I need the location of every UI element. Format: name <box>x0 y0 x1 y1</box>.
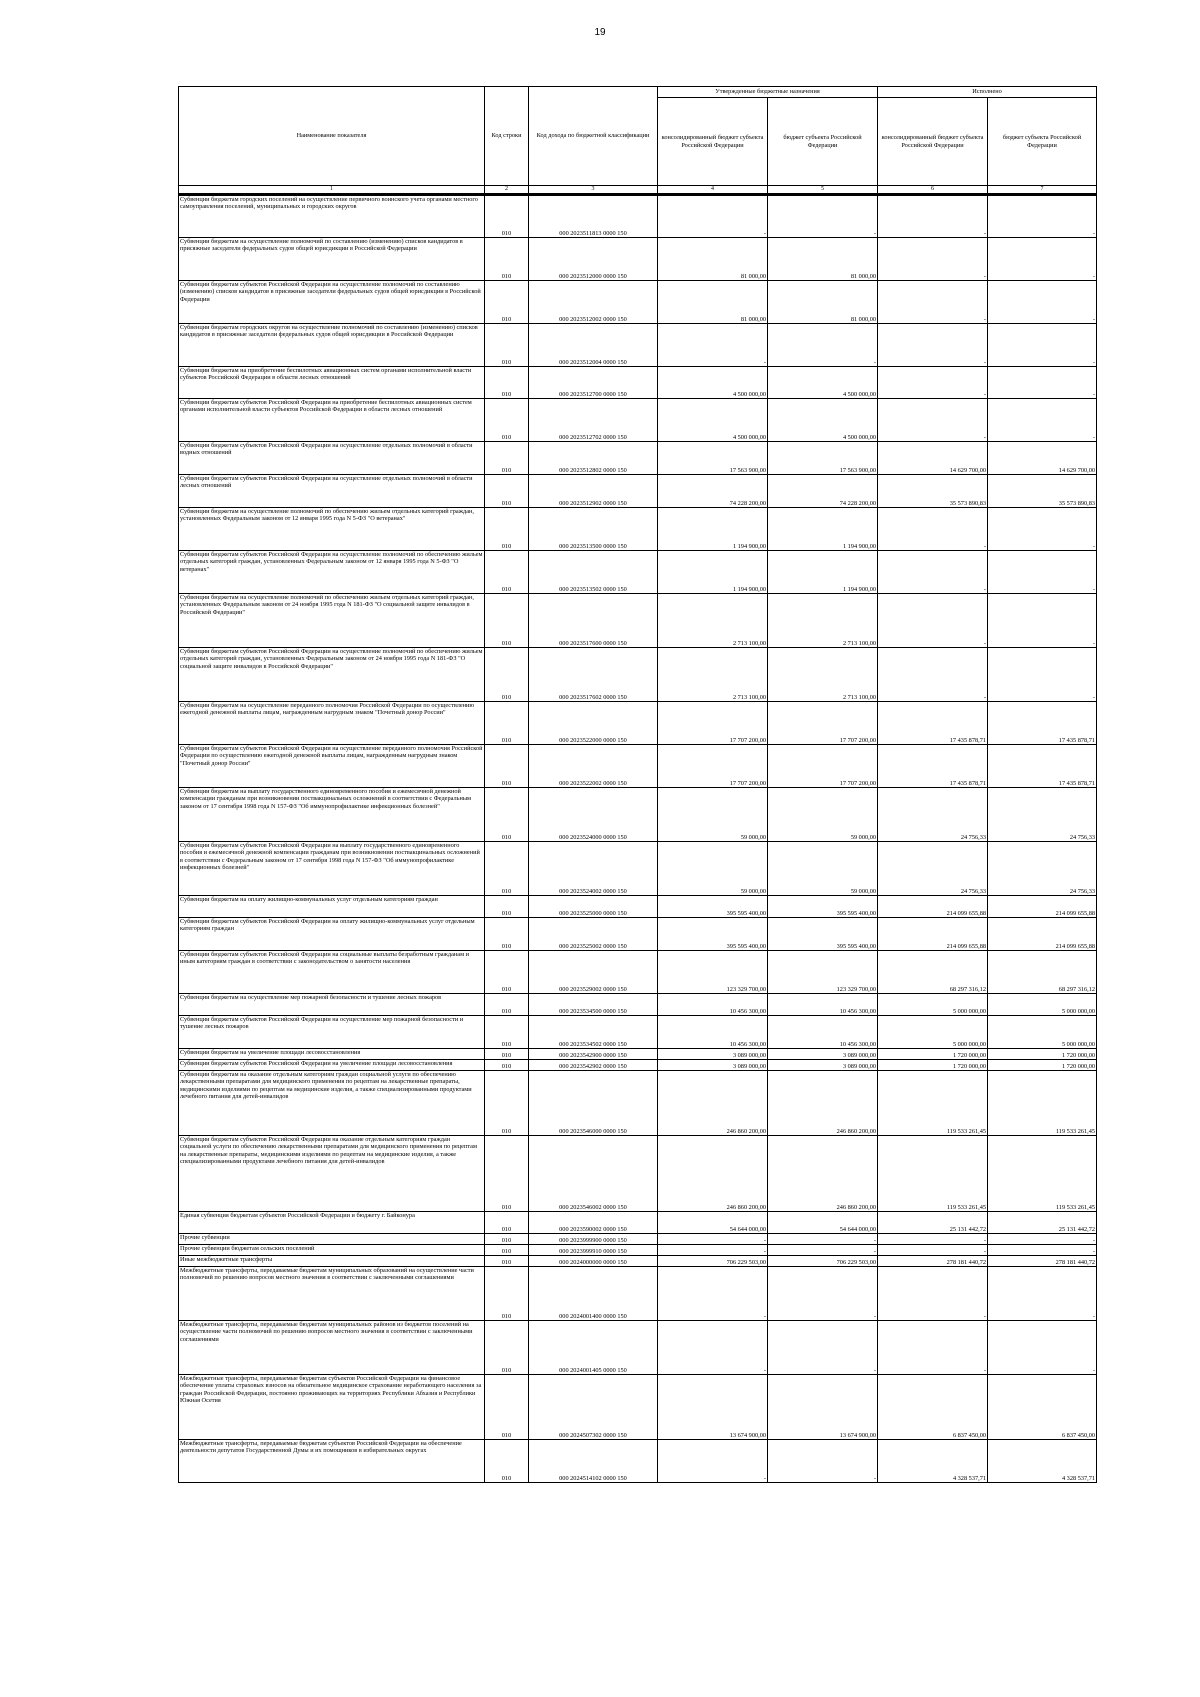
executed-consolidated: 5 000 000,00 <box>878 1016 988 1049</box>
row-name: Субвенции бюджетам на выплату государственного единовременного пособия и ежемесячной денежной компенсации гражданам при возникновении поствакцинальных осложнений в соответствии с Федеральным законом от 17 сентября 1998 года N 157-ФЗ "Об иммунопрофилактике инфекционных болезней" <box>179 788 485 842</box>
executed-subject: 17 435 878,71 <box>988 702 1097 745</box>
executed-subject: 6 837 450,00 <box>988 1375 1097 1440</box>
column-number: 7 <box>988 186 1097 195</box>
row-kbk: 000 2023512000 0000 150 <box>529 238 658 281</box>
approved-consolidated: 1 194 900,00 <box>658 551 768 594</box>
approved-consolidated: 706 229 503,00 <box>658 1256 768 1267</box>
approved-consolidated: 81 000,00 <box>658 281 768 324</box>
row-kbk: 000 2023524000 0000 150 <box>529 788 658 842</box>
row-kbk: 000 2023512702 0000 150 <box>529 399 658 442</box>
row-name: Субвенции бюджетам на приобретение беспилотных авиационных систем органами исполнительной власти субъектов Российской Федерации в области лесных отношений <box>179 367 485 399</box>
approved-subject: 1 194 900,00 <box>768 508 878 551</box>
table-row <box>179 1321 1097 1375</box>
row-code: 010 <box>485 399 529 442</box>
executed-subject: - <box>988 1245 1097 1256</box>
row-name: Прочие субвенции <box>179 1234 485 1245</box>
executed-consolidated: - <box>878 508 988 551</box>
approved-consolidated: 81 000,00 <box>658 238 768 281</box>
header-approved-subject: бюджет субъекта Российской Федерации <box>768 98 878 186</box>
row-code: 010 <box>485 745 529 788</box>
row-kbk: 000 2024001405 0000 150 <box>529 1321 658 1375</box>
executed-subject: 68 297 316,12 <box>988 951 1097 994</box>
approved-consolidated: 2 713 100,00 <box>658 594 768 648</box>
row-code: 010 <box>485 324 529 367</box>
row-kbk: 000 2023522002 0000 150 <box>529 745 658 788</box>
approved-consolidated: 4 500 000,00 <box>658 399 768 442</box>
row-code: 010 <box>485 1321 529 1375</box>
row-kbk: 000 2023522000 0000 150 <box>529 702 658 745</box>
approved-consolidated: 3 089 000,00 <box>658 1060 768 1071</box>
executed-subject: 25 131 442,72 <box>988 1212 1097 1234</box>
approved-subject: - <box>768 1234 878 1245</box>
table-row <box>179 195 1097 238</box>
row-name: Субвенции бюджетам на оказание отдельным категориям граждан социальной услуги по обеспечению лекарственными препаратами для медицинского применения по рецептам на лекарственные препараты, медицинскими изделиями по рецептам на медицинские изделия, а также специализированными продуктами лечебного питания для детей-инвалидов <box>179 1071 485 1136</box>
approved-consolidated: - <box>658 324 768 367</box>
approved-subject: 4 500 000,00 <box>768 367 878 399</box>
row-name: Межбюджетные трансферты, передаваемые бюджетам субъектов Российской Федерации на обеспечение деятельности депутатов Государственной Думы и их помощников в избирательных округах <box>179 1440 485 1483</box>
row-kbk: 000 2024514102 0000 150 <box>529 1440 658 1483</box>
row-kbk: 000 2023546002 0000 150 <box>529 1136 658 1212</box>
row-code: 010 <box>485 367 529 399</box>
approved-consolidated: - <box>658 1234 768 1245</box>
approved-consolidated: 10 456 300,00 <box>658 1016 768 1049</box>
header-name: Наименование показателя <box>179 87 485 186</box>
table-row <box>179 1049 1097 1060</box>
approved-subject: 81 000,00 <box>768 238 878 281</box>
executed-consolidated: 1 720 000,00 <box>878 1060 988 1071</box>
table-body <box>179 195 1097 1483</box>
approved-consolidated: 74 228 200,00 <box>658 475 768 508</box>
row-kbk: 000 2024507302 0000 150 <box>529 1375 658 1440</box>
executed-subject: 1 720 000,00 <box>988 1049 1097 1060</box>
approved-consolidated: 17 707 200,00 <box>658 702 768 745</box>
executed-consolidated: - <box>878 1267 988 1321</box>
row-code: 010 <box>485 1375 529 1440</box>
executed-consolidated: 119 533 261,45 <box>878 1136 988 1212</box>
header-group-approved: Утвержденные бюджетные назначения <box>658 87 878 98</box>
row-name: Субвенции бюджетам на осуществление переданного полномочия Российской Федерации по осуществлению ежегодной денежной выплаты лицам, награжденным нагрудным знаком "Почетный донор России" <box>179 702 485 745</box>
approved-consolidated: 4 500 000,00 <box>658 367 768 399</box>
row-name: Межбюджетные трансферты, передаваемые бюджетам муниципальных образований на осуществление части полномочий по решению вопросов местного значения в соответствии с заключенными соглашениями <box>179 1267 485 1321</box>
row-kbk: 000 2023513500 0000 150 <box>529 508 658 551</box>
row-kbk: 000 2023525000 0000 150 <box>529 896 658 918</box>
approved-subject: - <box>768 1267 878 1321</box>
table-row <box>179 918 1097 951</box>
approved-consolidated: 3 089 000,00 <box>658 1049 768 1060</box>
executed-subject: 214 099 655,88 <box>988 896 1097 918</box>
approved-consolidated: 10 456 300,00 <box>658 994 768 1016</box>
executed-consolidated: - <box>878 367 988 399</box>
row-kbk: 000 2023999900 0000 150 <box>529 1234 658 1245</box>
row-code: 010 <box>485 1136 529 1212</box>
executed-subject: 17 435 878,71 <box>988 745 1097 788</box>
row-code: 010 <box>485 1267 529 1321</box>
approved-consolidated: 395 595 400,00 <box>658 896 768 918</box>
column-number: 4 <box>658 186 768 195</box>
row-name: Субвенции бюджетам субъектов Российской Федерации на осуществление мер пожарной безопасности и тушение лесных пожаров <box>179 1016 485 1049</box>
row-name: Субвенции бюджетам субъектов Российской Федерации на осуществление отдельных полномочий в области водных отношений <box>179 442 485 475</box>
approved-consolidated: - <box>658 1245 768 1256</box>
executed-subject: 278 181 440,72 <box>988 1256 1097 1267</box>
approved-subject: 17 707 200,00 <box>768 702 878 745</box>
executed-consolidated: - <box>878 551 988 594</box>
column-number: 3 <box>529 186 658 195</box>
executed-consolidated: - <box>878 195 988 238</box>
approved-subject: 246 860 200,00 <box>768 1071 878 1136</box>
executed-subject: - <box>988 399 1097 442</box>
approved-subject: 123 329 700,00 <box>768 951 878 994</box>
executed-subject: 35 573 890,83 <box>988 475 1097 508</box>
table-row <box>179 1071 1097 1136</box>
row-kbk: 000 2023542900 0000 150 <box>529 1049 658 1060</box>
row-code: 010 <box>485 238 529 281</box>
approved-subject: - <box>768 195 878 238</box>
executed-consolidated: 14 629 700,00 <box>878 442 988 475</box>
approved-subject: 10 456 300,00 <box>768 994 878 1016</box>
executed-consolidated: - <box>878 1245 988 1256</box>
executed-consolidated: 278 181 440,72 <box>878 1256 988 1267</box>
executed-consolidated: - <box>878 594 988 648</box>
row-code: 010 <box>485 1256 529 1267</box>
row-name: Субвенции бюджетам субъектов Российской Федерации на социальные выплаты безработным гражданам и иным категориям граждан в соответствии с законодательством о занятости населения <box>179 951 485 994</box>
approved-subject: 3 089 000,00 <box>768 1049 878 1060</box>
column-number: 1 <box>179 186 485 195</box>
header-executed-consolidated: консолидированный бюджет субъекта Российской Федерации <box>878 98 988 186</box>
row-kbk: 000 2023517600 0000 150 <box>529 594 658 648</box>
executed-consolidated: - <box>878 399 988 442</box>
executed-consolidated: - <box>878 324 988 367</box>
row-name: Субвенции бюджетам на осуществление полномочий по обеспечению жильем отдельных категорий граждан, установленных Федеральным законом от 24 ноября 1995 года N 181-ФЗ "О социальной защите инвалидов в Российской Федерации" <box>179 594 485 648</box>
approved-consolidated: - <box>658 1440 768 1483</box>
row-name: Субвенции бюджетам городских поселений на осуществление первичного воинского учета органами местного самоуправления поселений, муниципальных и городских округов <box>179 195 485 238</box>
executed-subject: - <box>988 367 1097 399</box>
row-kbk: 000 2023534500 0000 150 <box>529 994 658 1016</box>
row-kbk: 000 2024000000 0000 150 <box>529 1256 658 1267</box>
table-row <box>179 648 1097 702</box>
header-kbk: Код дохода по бюджетной классификации <box>529 87 658 186</box>
row-code: 010 <box>485 1049 529 1060</box>
executed-subject: 119 533 261,45 <box>988 1136 1097 1212</box>
approved-consolidated: 59 000,00 <box>658 788 768 842</box>
executed-subject: - <box>988 508 1097 551</box>
row-name: Единая субвенция бюджетам субъектов Российской Федерации и бюджету г. Байконура <box>179 1212 485 1234</box>
page-number: 19 <box>594 27 606 38</box>
row-name: Субвенции бюджетам субъектов Российской Федерации на осуществление полномочий по обеспечению жильем отдельных категорий граждан, установленных Федеральным законом от 24 ноября 1995 года N 181-ФЗ "О социальной защите инвалидов в Российской Федерации" <box>179 648 485 702</box>
table-row <box>179 594 1097 648</box>
approved-consolidated: 123 329 700,00 <box>658 951 768 994</box>
row-code: 010 <box>485 281 529 324</box>
table-row <box>179 1060 1097 1071</box>
executed-consolidated: 35 573 890,83 <box>878 475 988 508</box>
executed-subject: - <box>988 195 1097 238</box>
table-row <box>179 951 1097 994</box>
table-row <box>179 1440 1097 1483</box>
approved-subject: - <box>768 1245 878 1256</box>
executed-subject: - <box>988 551 1097 594</box>
row-kbk: 000 2023517602 0000 150 <box>529 648 658 702</box>
row-code: 010 <box>485 896 529 918</box>
table-row <box>179 399 1097 442</box>
approved-subject: 2 713 100,00 <box>768 594 878 648</box>
executed-consolidated: 25 131 442,72 <box>878 1212 988 1234</box>
row-code: 010 <box>485 1071 529 1136</box>
table-row <box>179 788 1097 842</box>
table-header <box>179 87 1097 195</box>
row-kbk: 000 2023529002 0000 150 <box>529 951 658 994</box>
table-row <box>179 1256 1097 1267</box>
header-group-executed: Исполнено <box>878 87 1097 98</box>
column-number: 5 <box>768 186 878 195</box>
approved-consolidated: 13 674 900,00 <box>658 1375 768 1440</box>
approved-subject: 706 229 503,00 <box>768 1256 878 1267</box>
approved-subject: - <box>768 324 878 367</box>
approved-subject: 17 563 900,00 <box>768 442 878 475</box>
executed-subject: - <box>988 1321 1097 1375</box>
executed-consolidated: 214 099 655,88 <box>878 896 988 918</box>
executed-subject: 4 328 537,71 <box>988 1440 1097 1483</box>
executed-subject: 1 720 000,00 <box>988 1060 1097 1071</box>
row-name: Межбюджетные трансферты, передаваемые бюджетам субъектов Российской Федерации на финансовое обеспечение уплаты страховых взносов на обязательное медицинское страхование неработающего населения за граждан Российской Федерации, постоянно проживающих на территориях Республики Абхазия и Республики Южная Осетия <box>179 1375 485 1440</box>
row-code: 010 <box>485 918 529 951</box>
approved-subject: 13 674 900,00 <box>768 1375 878 1440</box>
row-kbk: 000 2023511813 0000 150 <box>529 195 658 238</box>
row-name: Субвенции бюджетам субъектов Российской Федерации на осуществление переданного полномочия Российской Федерации по осуществлению ежегодной денежной выплаты лицам, награжденным нагрудным знаком "Почетный донор России" <box>179 745 485 788</box>
row-name: Субвенции бюджетам на осуществление полномочий по обеспечению жильем отдельных категорий граждан, установленных Федеральным законом от 12 января 1995 года N 5-ФЗ "О ветеранах" <box>179 508 485 551</box>
row-kbk: 000 2023525002 0000 150 <box>529 918 658 951</box>
table-row <box>179 842 1097 896</box>
table-row <box>179 1212 1097 1234</box>
row-code: 010 <box>485 842 529 896</box>
approved-consolidated: - <box>658 195 768 238</box>
approved-subject: 395 595 400,00 <box>768 918 878 951</box>
row-code: 010 <box>485 1234 529 1245</box>
executed-subject: 119 533 261,45 <box>988 1071 1097 1136</box>
executed-subject: 5 000 000,00 <box>988 1016 1097 1049</box>
row-code: 010 <box>485 475 529 508</box>
header-approved-consolidated: консолидированный бюджет субъекта Российской Федерации <box>658 98 768 186</box>
row-kbk: 000 2023542902 0000 150 <box>529 1060 658 1071</box>
row-code: 010 <box>485 1245 529 1256</box>
row-name: Субвенции бюджетам на осуществление полномочий по составлению (изменению) списков кандидатов в присяжные заседатели федеральных судов общей юрисдикции в Российской Федерации <box>179 238 485 281</box>
row-name: Субвенции бюджетам субъектов Российской Федерации на выплату государственного единовременного пособия и ежемесячной денежной компенсации гражданам при возникновении поствакцинальных осложнений в соответствии с Федеральным законом от 17 сентября 1998 года N 157-ФЗ "Об иммунопрофилактике инфекционных болезней" <box>179 842 485 896</box>
header-code: Код строки <box>485 87 529 186</box>
approved-consolidated: 17 707 200,00 <box>658 745 768 788</box>
row-name: Субвенции бюджетам субъектов Российской Федерации на приобретение беспилотных авиационных систем органами исполнительной власти субъектов Российской Федерации в области лесных отношений <box>179 399 485 442</box>
executed-consolidated: 68 297 316,12 <box>878 951 988 994</box>
executed-subject: 24 756,33 <box>988 788 1097 842</box>
table-row <box>179 324 1097 367</box>
approved-consolidated: 2 713 100,00 <box>658 648 768 702</box>
row-name: Прочие субвенции бюджетам сельских поселений <box>179 1245 485 1256</box>
executed-consolidated: 214 099 655,88 <box>878 918 988 951</box>
row-code: 010 <box>485 702 529 745</box>
table-row <box>179 702 1097 745</box>
row-kbk: 000 2023546000 0000 150 <box>529 1071 658 1136</box>
executed-consolidated: - <box>878 648 988 702</box>
executed-subject: - <box>988 648 1097 702</box>
row-code: 010 <box>485 1212 529 1234</box>
executed-consolidated: - <box>878 1321 988 1375</box>
executed-consolidated: 4 328 537,71 <box>878 1440 988 1483</box>
row-code: 010 <box>485 1440 529 1483</box>
row-code: 010 <box>485 508 529 551</box>
table-row <box>179 1375 1097 1440</box>
table-row <box>179 1245 1097 1256</box>
row-code: 010 <box>485 1060 529 1071</box>
executed-subject: - <box>988 324 1097 367</box>
executed-consolidated: 24 756,33 <box>878 842 988 896</box>
executed-consolidated: 6 837 450,00 <box>878 1375 988 1440</box>
approved-consolidated: - <box>658 1321 768 1375</box>
row-kbk: 000 2023512700 0000 150 <box>529 367 658 399</box>
row-code: 010 <box>485 195 529 238</box>
row-code: 010 <box>485 788 529 842</box>
executed-subject: - <box>988 281 1097 324</box>
column-number: 2 <box>485 186 529 195</box>
approved-subject: 3 089 000,00 <box>768 1060 878 1071</box>
row-kbk: 000 2023512902 0000 150 <box>529 475 658 508</box>
row-name: Субвенции бюджетам субъектов Российской Федерации на увеличение площади лесовосстановления <box>179 1060 485 1071</box>
table-row <box>179 508 1097 551</box>
executed-consolidated: 5 000 000,00 <box>878 994 988 1016</box>
executed-consolidated: 119 533 261,45 <box>878 1071 988 1136</box>
row-name: Субвенции бюджетам субъектов Российской Федерации на осуществление полномочий по составлению (изменению) списков кандидатов в присяжные заседатели федеральных судов общей юрисдикции в Российской Федерации <box>179 281 485 324</box>
row-kbk: 000 2023513502 0000 150 <box>529 551 658 594</box>
row-name: Субвенции бюджетам субъектов Российской Федерации на оплату жилищно-коммунальных услуг отдельным категориям граждан <box>179 918 485 951</box>
executed-subject: - <box>988 1267 1097 1321</box>
row-kbk: 000 2023512002 0000 150 <box>529 281 658 324</box>
row-code: 010 <box>485 551 529 594</box>
table-row <box>179 281 1097 324</box>
executed-consolidated: 24 756,33 <box>878 788 988 842</box>
header-executed-subject: бюджет субъекта Российской Федерации <box>988 98 1097 186</box>
table-row <box>179 1136 1097 1212</box>
approved-subject: 59 000,00 <box>768 788 878 842</box>
executed-subject: - <box>988 594 1097 648</box>
approved-subject: 10 456 300,00 <box>768 1016 878 1049</box>
row-kbk: 000 2023590002 0000 150 <box>529 1212 658 1234</box>
executed-consolidated: - <box>878 238 988 281</box>
table-row <box>179 442 1097 475</box>
table-row <box>179 367 1097 399</box>
table-row <box>179 994 1097 1016</box>
approved-subject: 59 000,00 <box>768 842 878 896</box>
table-row <box>179 551 1097 594</box>
approved-consolidated: 246 860 200,00 <box>658 1136 768 1212</box>
budget-table <box>178 86 1097 1483</box>
approved-subject: 17 707 200,00 <box>768 745 878 788</box>
table-row <box>179 1267 1097 1321</box>
executed-consolidated: - <box>878 281 988 324</box>
approved-consolidated: 59 000,00 <box>658 842 768 896</box>
executed-subject: - <box>988 1234 1097 1245</box>
row-name: Иные межбюджетные трансферты <box>179 1256 485 1267</box>
approved-subject: 81 000,00 <box>768 281 878 324</box>
executed-subject: 5 000 000,00 <box>988 994 1097 1016</box>
row-name: Субвенции бюджетам субъектов Российской Федерации на оказание отдельным категориям граждан социальной услуги по обеспечению лекарственными препаратами для медицинского применения по рецептам на лекарственные препараты, медицинскими изделиями по рецептам на медицинские изделия, а также специализированными продуктами лечебного питания для детей-инвалидов <box>179 1136 485 1212</box>
row-code: 010 <box>485 951 529 994</box>
executed-consolidated: 17 435 878,71 <box>878 702 988 745</box>
approved-subject: 4 500 000,00 <box>768 399 878 442</box>
approved-subject: - <box>768 1321 878 1375</box>
row-name: Субвенции бюджетам городских округов на осуществление полномочий по составлению (изменению) списков кандидатов в присяжные заседатели федеральных судов общей юрисдикции в Российской Федерации <box>179 324 485 367</box>
row-code: 010 <box>485 442 529 475</box>
row-code: 010 <box>485 994 529 1016</box>
approved-consolidated: 246 860 200,00 <box>658 1071 768 1136</box>
row-code: 010 <box>485 648 529 702</box>
approved-subject: 54 644 000,00 <box>768 1212 878 1234</box>
approved-consolidated: 1 194 900,00 <box>658 508 768 551</box>
row-name: Субвенции бюджетам субъектов Российской Федерации на осуществление полномочий по обеспечению жильем отдельных категорий граждан, установленных Федеральным законом от 12 января 1995 года N 5-ФЗ "О ветеранах" <box>179 551 485 594</box>
approved-subject: 1 194 900,00 <box>768 551 878 594</box>
approved-subject: 246 860 200,00 <box>768 1136 878 1212</box>
column-number-row <box>179 186 1097 195</box>
row-kbk: 000 2023512004 0000 150 <box>529 324 658 367</box>
table-row <box>179 745 1097 788</box>
row-name: Субвенции бюджетам на оплату жилищно-коммунальных услуг отдельным категориям граждан <box>179 896 485 918</box>
row-code: 010 <box>485 594 529 648</box>
row-kbk: 000 2023999910 0000 150 <box>529 1245 658 1256</box>
table-row <box>179 475 1097 508</box>
approved-consolidated: 17 563 900,00 <box>658 442 768 475</box>
column-number: 6 <box>878 186 988 195</box>
executed-consolidated: 17 435 878,71 <box>878 745 988 788</box>
table-row <box>179 1016 1097 1049</box>
approved-subject: 74 228 200,00 <box>768 475 878 508</box>
executed-subject: 214 099 655,88 <box>988 918 1097 951</box>
row-name: Межбюджетные трансферты, передаваемые бюджетам муниципальных районов из бюджетов поселений на осуществление части полномочий по решению вопросов местного значения в соответствии с заключенными соглашениями <box>179 1321 485 1375</box>
table-row <box>179 238 1097 281</box>
approved-subject: - <box>768 1440 878 1483</box>
row-name: Субвенции бюджетам на увеличение площади лесовосстановления <box>179 1049 485 1060</box>
approved-subject: 2 713 100,00 <box>768 648 878 702</box>
approved-consolidated: 54 644 000,00 <box>658 1212 768 1234</box>
executed-consolidated: 1 720 000,00 <box>878 1049 988 1060</box>
row-kbk: 000 2023534502 0000 150 <box>529 1016 658 1049</box>
approved-subject: 395 595 400,00 <box>768 896 878 918</box>
row-kbk: 000 2023512802 0000 150 <box>529 442 658 475</box>
row-kbk: 000 2024001400 0000 150 <box>529 1267 658 1321</box>
executed-subject: - <box>988 238 1097 281</box>
executed-consolidated: - <box>878 1234 988 1245</box>
executed-subject: 14 629 700,00 <box>988 442 1097 475</box>
row-name: Субвенции бюджетам на осуществление мер пожарной безопасности и тушение лесных пожаров <box>179 994 485 1016</box>
executed-subject: 24 756,33 <box>988 842 1097 896</box>
row-name: Субвенции бюджетам субъектов Российской Федерации на осуществление отдельных полномочий в области лесных отношений <box>179 475 485 508</box>
row-kbk: 000 2023524002 0000 150 <box>529 842 658 896</box>
table-row <box>179 896 1097 918</box>
row-code: 010 <box>485 1016 529 1049</box>
approved-consolidated: 395 595 400,00 <box>658 918 768 951</box>
table-row <box>179 1234 1097 1245</box>
approved-consolidated: - <box>658 1267 768 1321</box>
